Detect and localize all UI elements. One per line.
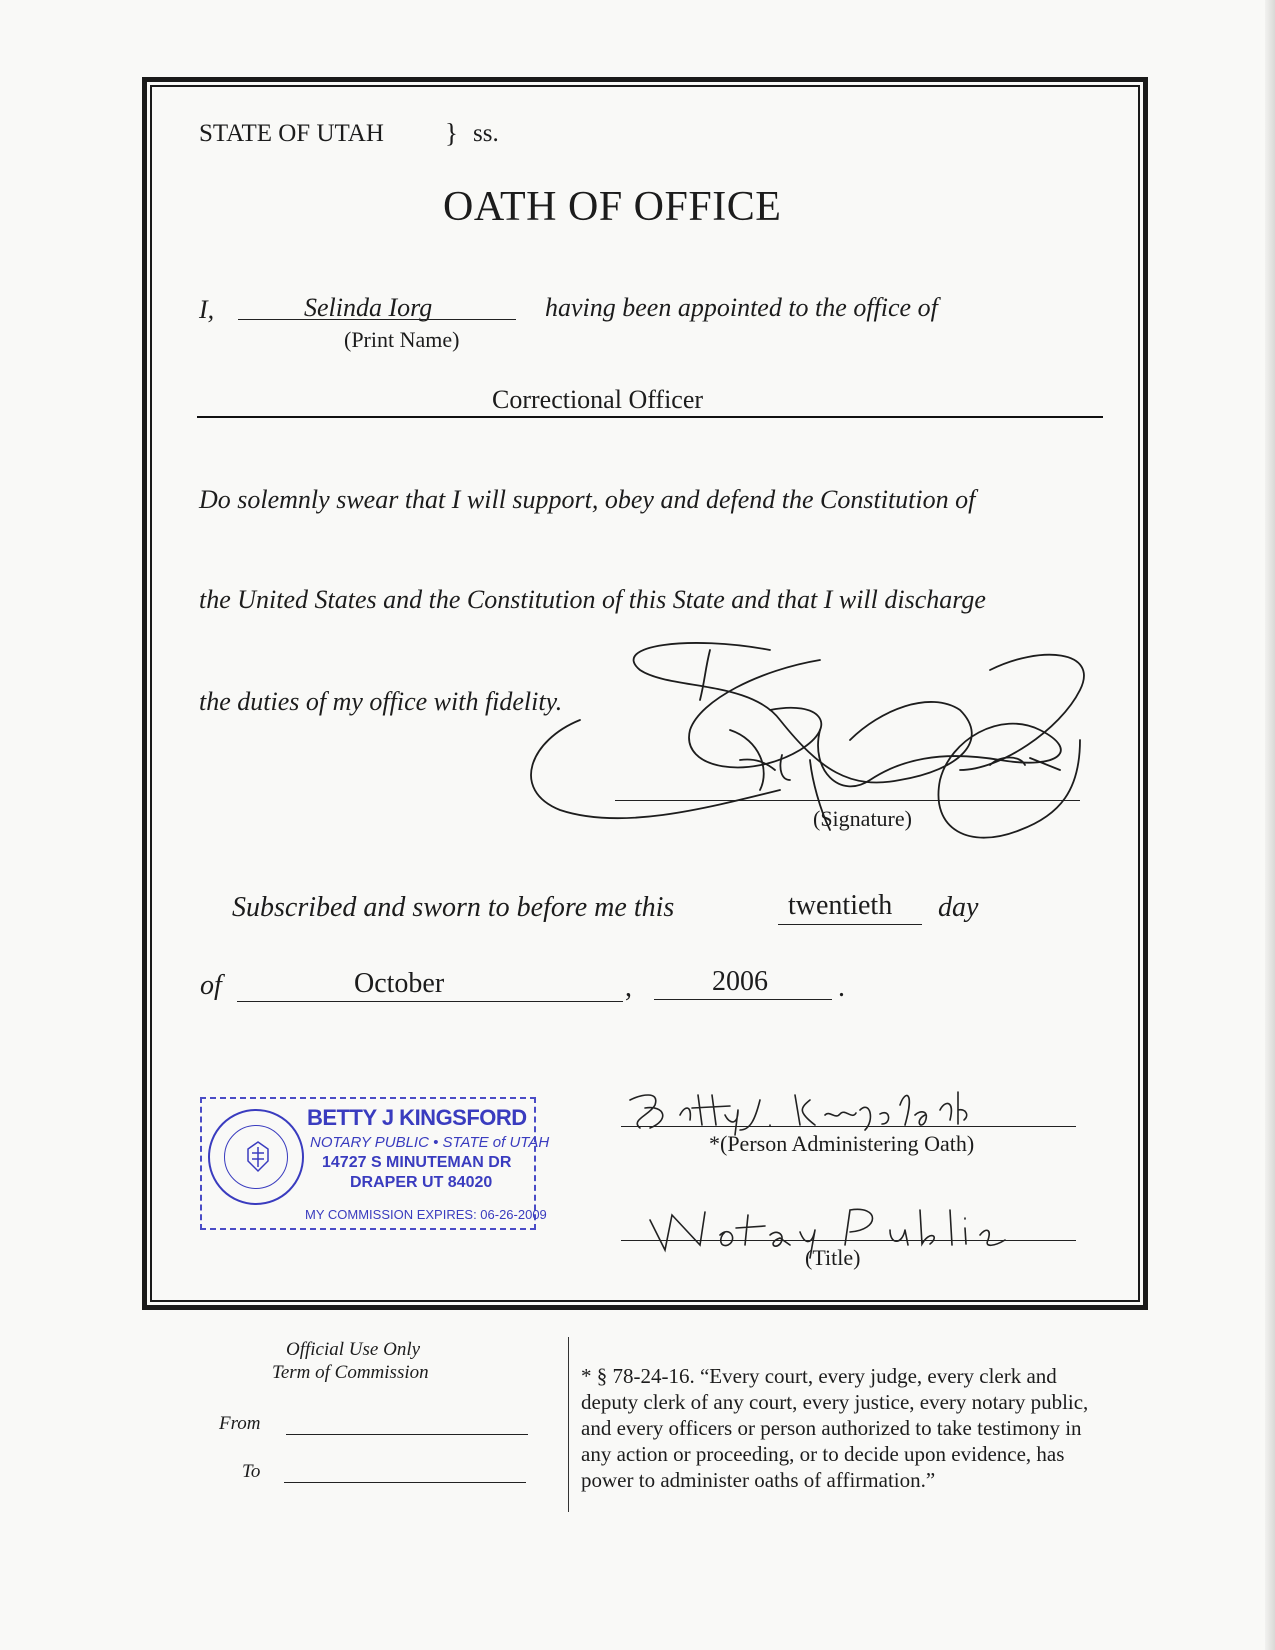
name-line [238, 319, 516, 320]
footnote-line-2: deputy clerk of any court, every justice, every notary public, [581, 1390, 1089, 1414]
office-value: Correctional Officer [492, 385, 704, 414]
jurat-period: . [838, 972, 845, 1003]
title-line [621, 1240, 1076, 1241]
administrator-line [621, 1126, 1076, 1127]
oath-line-1: Do solemnly swear that I will support, obey and defend the Constitution of [199, 485, 976, 514]
signature-caption: (Signature) [813, 806, 912, 831]
state-label: STATE OF UTAH [199, 120, 384, 147]
pronoun-i: I, [199, 295, 215, 324]
footnote-line-5: power to administer oaths of affirmation.” [581, 1468, 936, 1492]
title-caption: (Title) [805, 1245, 861, 1270]
footnote-line-1: * § 78-24-16. “Every court, every judge, every clerk and [581, 1364, 1057, 1388]
stamp-line-4: DRAPER UT 84020 [350, 1174, 493, 1191]
from-field[interactable] [286, 1434, 528, 1435]
to-field[interactable] [284, 1482, 526, 1483]
printed-name: Selinda Iorg [304, 293, 433, 322]
jurat-month-value: October [354, 968, 445, 999]
from-label: From [219, 1413, 261, 1434]
print-name-caption: (Print Name) [344, 327, 460, 352]
administrator-caption: *(Person Administering Oath) [709, 1131, 975, 1156]
jurat-lead: Subscribed and sworn to before me this [232, 892, 675, 923]
venue-brace: } [445, 118, 458, 148]
appointment-phrase: having been appointed to the office of [545, 293, 938, 322]
oath-line-3: the duties of my office with fidelity. [199, 687, 563, 716]
jurat-year-value: 2006 [712, 966, 768, 997]
footnote-line-3: and every officers or person authorized to take testimony in [581, 1416, 1082, 1440]
notary-stamp [200, 1097, 550, 1230]
stamp-line-2: NOTARY PUBLIC • STATE of UTAH [310, 1134, 550, 1151]
oath-line-2: the United States and the Constitution of this State and that I will discharge [199, 585, 986, 614]
state-seal-icon [208, 1109, 304, 1205]
official-use-heading: Official Use Only [286, 1339, 421, 1360]
jurat-of-word: of [200, 970, 222, 1001]
term-of-commission-heading: Term of Commission [272, 1362, 429, 1383]
officer-signature [520, 630, 1120, 880]
section-divider [568, 1337, 569, 1512]
stamp-line-3: 14727 S MINUTEMAN DR [322, 1154, 512, 1171]
jurat-comma: , [625, 972, 632, 1003]
jurat-day-value: twentieth [788, 890, 893, 921]
document-title: OATH OF OFFICE [443, 184, 782, 230]
to-label: To [242, 1461, 261, 1482]
jurat-day-word: day [938, 892, 979, 923]
office-line [197, 416, 1103, 418]
footnote-line-4: any action or proceeding, or to decide upon evidence, has [581, 1442, 1065, 1466]
stamp-line-5: MY COMMISSION EXPIRES: 06-26-2009 [305, 1207, 547, 1222]
ss-label: ss. [473, 120, 499, 147]
stamp-name: BETTY J KINGSFORD [307, 1105, 527, 1130]
jurat-month-line [237, 1001, 623, 1002]
page-edge [1265, 0, 1275, 1650]
jurat-day-line [778, 924, 922, 925]
jurat-year-line [654, 999, 832, 1000]
